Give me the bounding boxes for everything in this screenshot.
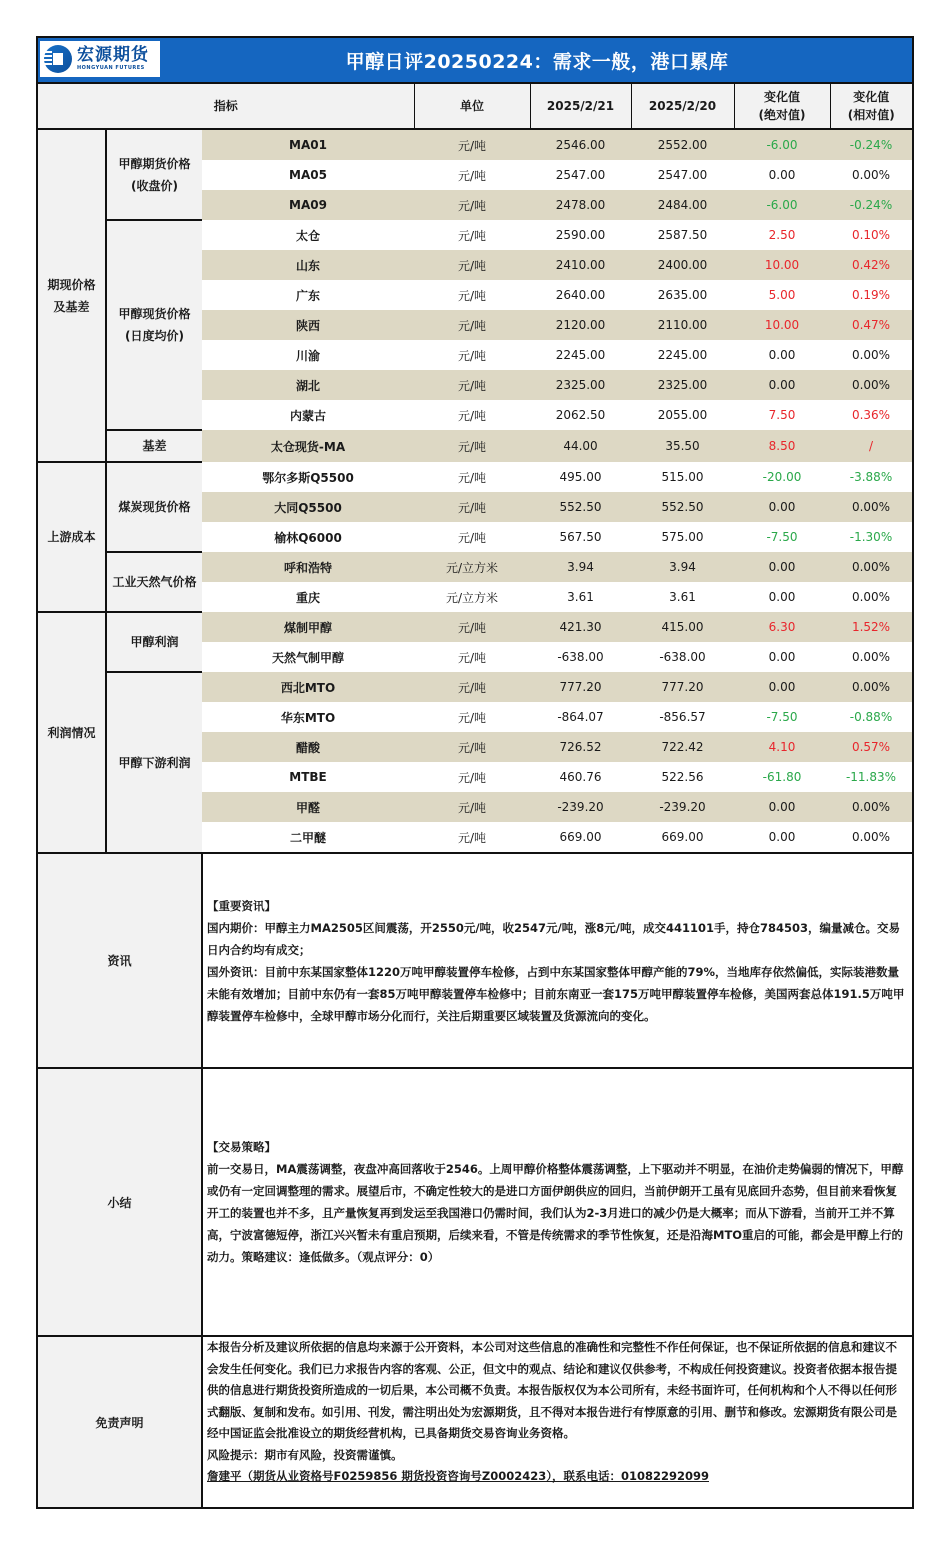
abs-change: 0.00 bbox=[734, 492, 830, 522]
unit-cell: 元/吨 bbox=[414, 220, 530, 250]
header-abs-change: 变化值 (绝对值) bbox=[734, 84, 830, 129]
indicator-name: MA05 bbox=[202, 160, 414, 190]
header-unit: 单位 bbox=[414, 84, 530, 129]
value-date2: 552.50 bbox=[631, 492, 734, 522]
unit-cell: 元/吨 bbox=[414, 702, 530, 732]
indicator-name: 呼和浩特 bbox=[202, 552, 414, 582]
header-date1: 2025/2/21 bbox=[530, 84, 631, 129]
logo-en-text: HONGYUAN FUTURES bbox=[77, 65, 145, 71]
rel-change: 0.00% bbox=[830, 340, 912, 370]
value-date1: -864.07 bbox=[530, 702, 631, 732]
analyst-contact: 詹建平（期货从业资格号F0259856 期货投资咨询号Z0002423），联系电话：01082292099 bbox=[207, 1469, 709, 1483]
indicator-name: 陕西 bbox=[202, 310, 414, 340]
summary-body bbox=[202, 1068, 912, 1336]
table-row bbox=[38, 552, 912, 582]
abs-change: 0.00 bbox=[734, 672, 830, 702]
value-date1: 669.00 bbox=[530, 822, 631, 852]
abs-change: 7.50 bbox=[734, 400, 830, 430]
value-date2: -239.20 bbox=[631, 792, 734, 822]
value-date2: 515.00 bbox=[631, 462, 734, 492]
unit-cell: 元/吨 bbox=[414, 430, 530, 462]
indicator-name: 太仓 bbox=[202, 220, 414, 250]
value-date1: 3.61 bbox=[530, 582, 631, 612]
rel-change: 0.00% bbox=[830, 552, 912, 582]
unit-cell: 元/吨 bbox=[414, 732, 530, 762]
rel-change: -0.24% bbox=[830, 190, 912, 220]
rel-change: -0.88% bbox=[830, 702, 912, 732]
abs-change: 0.00 bbox=[734, 370, 830, 400]
indicator-name: 华东MTO bbox=[202, 702, 414, 732]
table-row bbox=[38, 220, 912, 250]
abs-change: 5.00 bbox=[734, 280, 830, 310]
value-date1: 2478.00 bbox=[530, 190, 631, 220]
rel-change: 0.00% bbox=[830, 822, 912, 852]
value-date2: 522.56 bbox=[631, 762, 734, 792]
table-row bbox=[38, 129, 912, 160]
value-date2: 3.61 bbox=[631, 582, 734, 612]
indicator-name: 太仓现货-MA bbox=[202, 430, 414, 462]
value-date2: 2110.00 bbox=[631, 310, 734, 340]
value-date2: 722.42 bbox=[631, 732, 734, 762]
rel-change: 0.00% bbox=[830, 370, 912, 400]
value-date2: 669.00 bbox=[631, 822, 734, 852]
abs-change: 2.50 bbox=[734, 220, 830, 250]
subgroup-label: 煤炭现货价格 bbox=[106, 462, 202, 552]
indicator-name: 大同Q5500 bbox=[202, 492, 414, 522]
rel-change: 0.00% bbox=[830, 160, 912, 190]
company-logo bbox=[40, 41, 160, 77]
value-date1: 44.00 bbox=[530, 430, 631, 462]
rel-change: 0.00% bbox=[830, 792, 912, 822]
summary-section bbox=[38, 1068, 912, 1336]
value-date1: 3.94 bbox=[530, 552, 631, 582]
news-body bbox=[202, 853, 912, 1068]
table-row bbox=[38, 430, 912, 462]
abs-change: 8.50 bbox=[734, 430, 830, 462]
logo-icon bbox=[44, 45, 72, 73]
group-label: 上游成本 bbox=[38, 462, 106, 612]
unit-cell: 元/立方米 bbox=[414, 582, 530, 612]
abs-change: -6.00 bbox=[734, 190, 830, 220]
unit-cell: 元/吨 bbox=[414, 250, 530, 280]
unit-cell: 元/吨 bbox=[414, 280, 530, 310]
group-label: 利润情况 bbox=[38, 612, 106, 852]
abs-change: 0.00 bbox=[734, 822, 830, 852]
value-date2: 575.00 bbox=[631, 522, 734, 552]
value-date2: 2400.00 bbox=[631, 250, 734, 280]
value-date1: 2590.00 bbox=[530, 220, 631, 250]
indicator-name: MA01 bbox=[202, 129, 414, 160]
indicator-name: 甲醛 bbox=[202, 792, 414, 822]
value-date1: 2547.00 bbox=[530, 160, 631, 190]
value-date2: 2245.00 bbox=[631, 340, 734, 370]
value-date1: 2062.50 bbox=[530, 400, 631, 430]
unit-cell: 元/立方米 bbox=[414, 552, 530, 582]
unit-cell: 元/吨 bbox=[414, 129, 530, 160]
value-date1: 726.52 bbox=[530, 732, 631, 762]
table-row bbox=[38, 612, 912, 642]
value-date1: 777.20 bbox=[530, 672, 631, 702]
abs-change: 6.30 bbox=[734, 612, 830, 642]
summary-label: 小结 bbox=[38, 1068, 202, 1336]
rel-change: 0.42% bbox=[830, 250, 912, 280]
table-header-row bbox=[38, 84, 912, 129]
value-date1: 567.50 bbox=[530, 522, 631, 552]
value-date2: 2587.50 bbox=[631, 220, 734, 250]
abs-change: -20.00 bbox=[734, 462, 830, 492]
summary-heading: 【交易策略】 bbox=[207, 1140, 276, 1154]
report-sheet bbox=[36, 36, 914, 1509]
unit-cell: 元/吨 bbox=[414, 400, 530, 430]
indicator-name: 重庆 bbox=[202, 582, 414, 612]
value-date1: 2245.00 bbox=[530, 340, 631, 370]
indicator-name: 煤制甲醇 bbox=[202, 612, 414, 642]
unit-cell: 元/吨 bbox=[414, 522, 530, 552]
value-date1: 2410.00 bbox=[530, 250, 631, 280]
value-date2: 35.50 bbox=[631, 430, 734, 462]
indicator-name: MTBE bbox=[202, 762, 414, 792]
indicator-name: 山东 bbox=[202, 250, 414, 280]
indicator-name: 广东 bbox=[202, 280, 414, 310]
rel-change: -0.24% bbox=[830, 129, 912, 160]
abs-change: -61.80 bbox=[734, 762, 830, 792]
subgroup-label: 工业天然气价格 bbox=[106, 552, 202, 612]
rel-change: 0.10% bbox=[830, 220, 912, 250]
indicator-name: 川渝 bbox=[202, 340, 414, 370]
subgroup-label: 基差 bbox=[106, 430, 202, 462]
rel-change: -1.30% bbox=[830, 522, 912, 552]
text-sections bbox=[38, 852, 912, 1507]
disclaimer-body bbox=[202, 1336, 912, 1507]
indicator-name: 内蒙古 bbox=[202, 400, 414, 430]
value-date1: 2546.00 bbox=[530, 129, 631, 160]
rel-change: 0.47% bbox=[830, 310, 912, 340]
rel-change: 0.00% bbox=[830, 642, 912, 672]
disclaimer-label: 免责声明 bbox=[38, 1336, 202, 1507]
abs-change: 0.00 bbox=[734, 552, 830, 582]
rel-change: 0.00% bbox=[830, 672, 912, 702]
abs-change: -6.00 bbox=[734, 129, 830, 160]
summary-text: 前一交易日，MA震荡调整，夜盘冲高回落收于2546。上周甲醇价格整体震荡调整，上下驱动并不明显，在油价走势偏弱的情况下，甲醇或仍有一定回调整理的需求。展望后市，不确定性较大的是进口方面伊朗供应的回归，当前伊朗开工虽有见底回升态势，但目前来看恢复开工的装置也并不多，且产量恢复再到发运至我国港口仍需时间，我们认为2-3月进口的减少仍是大概率；而从下游看，当前开工并不算高，宁波富德短停，浙江兴兴暂未有重启预期，后续来看，不管是传统需求的季节性恢复，还是沿海MTO重启的可能，都会是甲醇上行的动力。策略建议：逢低做多。（观点评分：0） bbox=[207, 1162, 904, 1264]
unit-cell: 元/吨 bbox=[414, 672, 530, 702]
unit-cell: 元/吨 bbox=[414, 310, 530, 340]
abs-change: 10.00 bbox=[734, 310, 830, 340]
rel-change: 0.00% bbox=[830, 492, 912, 522]
unit-cell: 元/吨 bbox=[414, 462, 530, 492]
rel-change: / bbox=[830, 430, 912, 462]
rel-change: 1.52% bbox=[830, 612, 912, 642]
value-date2: 2552.00 bbox=[631, 129, 734, 160]
rel-change: -3.88% bbox=[830, 462, 912, 492]
unit-cell: 元/吨 bbox=[414, 792, 530, 822]
value-date2: 777.20 bbox=[631, 672, 734, 702]
value-date1: -638.00 bbox=[530, 642, 631, 672]
value-date2: 3.94 bbox=[631, 552, 734, 582]
group-label: 期现价格 及基差 bbox=[38, 129, 106, 462]
rel-change: 0.00% bbox=[830, 582, 912, 612]
abs-change: -7.50 bbox=[734, 522, 830, 552]
news-overseas: 国外资讯：目前中东某国家整体1220万吨甲醇装置停车检修，占到中东某国家整体甲醇产能的79%，当地库存依然偏低，实际装港数量未能有效增加；目前中东仍有一套85万吨甲醇装置停车检修中；目前东南亚一套175万吨甲醇装置停车检修，美国两套总体191.5万吨甲醇装置停车检修中，全球甲醇市场分化而行，关注后期重要区域装置及货源流向的变化。 bbox=[207, 964, 905, 1023]
subgroup-label: 甲醇下游利润 bbox=[106, 672, 202, 852]
rel-change: 0.19% bbox=[830, 280, 912, 310]
abs-change: 4.10 bbox=[734, 732, 830, 762]
news-heading: 【重要资讯】 bbox=[207, 898, 276, 913]
header-rel-change: 变化值 (相对值) bbox=[830, 84, 912, 129]
indicator-name: 湖北 bbox=[202, 370, 414, 400]
rel-change: -11.83% bbox=[830, 762, 912, 792]
indicator-name: 二甲醚 bbox=[202, 822, 414, 852]
value-date1: 552.50 bbox=[530, 492, 631, 522]
subgroup-label: 甲醇利润 bbox=[106, 612, 202, 672]
rel-change: 0.57% bbox=[830, 732, 912, 762]
value-date1: -239.20 bbox=[530, 792, 631, 822]
table-row bbox=[38, 462, 912, 492]
unit-cell: 元/吨 bbox=[414, 160, 530, 190]
unit-cell: 元/吨 bbox=[414, 190, 530, 220]
abs-change: 0.00 bbox=[734, 340, 830, 370]
news-section bbox=[38, 853, 912, 1068]
value-date2: 2484.00 bbox=[631, 190, 734, 220]
indicator-name: MA09 bbox=[202, 190, 414, 220]
value-date1: 495.00 bbox=[530, 462, 631, 492]
abs-change: 0.00 bbox=[734, 642, 830, 672]
abs-change: -7.50 bbox=[734, 702, 830, 732]
indicator-name: 天然气制甲醇 bbox=[202, 642, 414, 672]
rel-change: 0.36% bbox=[830, 400, 912, 430]
unit-cell: 元/吨 bbox=[414, 340, 530, 370]
value-date2: 415.00 bbox=[631, 612, 734, 642]
risk-notice: 风险提示：期市有风险，投资需谨慎。 bbox=[207, 1447, 403, 1462]
indicator-name: 鄂尔多斯Q5500 bbox=[202, 462, 414, 492]
news-label: 资讯 bbox=[38, 853, 202, 1068]
unit-cell: 元/吨 bbox=[414, 762, 530, 792]
header-date2: 2025/2/20 bbox=[631, 84, 734, 129]
unit-cell: 元/吨 bbox=[414, 822, 530, 852]
subgroup-label: 甲醇期货价格 (收盘价) bbox=[106, 129, 202, 220]
value-date1: 2640.00 bbox=[530, 280, 631, 310]
value-date2: 2325.00 bbox=[631, 370, 734, 400]
value-date1: 460.76 bbox=[530, 762, 631, 792]
title-bar bbox=[38, 38, 912, 84]
value-date2: -856.57 bbox=[631, 702, 734, 732]
abs-change: 0.00 bbox=[734, 160, 830, 190]
value-date2: 2547.00 bbox=[631, 160, 734, 190]
indicator-name: 西北MTO bbox=[202, 672, 414, 702]
subgroup-label: 甲醇现货价格 (日度均价) bbox=[106, 220, 202, 430]
value-date1: 421.30 bbox=[530, 612, 631, 642]
header-indicator: 指标 bbox=[38, 84, 414, 129]
value-date1: 2120.00 bbox=[530, 310, 631, 340]
news-domestic: 国内期价：甲醇主力MA2505区间震荡，开2550元/吨，收2547元/吨，涨8元/吨，成交441101手，持仓784503，编量减仓。交易日内合约均有成交； bbox=[207, 920, 900, 957]
unit-cell: 元/吨 bbox=[414, 612, 530, 642]
value-date2: 2635.00 bbox=[631, 280, 734, 310]
unit-cell: 元/吨 bbox=[414, 642, 530, 672]
abs-change: 10.00 bbox=[734, 250, 830, 280]
abs-change: 0.00 bbox=[734, 582, 830, 612]
value-date1: 2325.00 bbox=[530, 370, 631, 400]
indicator-table bbox=[38, 84, 912, 852]
logo-cn-text: 宏源期货 bbox=[77, 45, 149, 65]
value-date2: 2055.00 bbox=[631, 400, 734, 430]
indicator-name: 醋酸 bbox=[202, 732, 414, 762]
disclaimer-text: 本报告分析及建议所依据的信息均来源于公开资料，本公司对这些信息的准确性和完整性不作任何保证，也不保证所依据的信息和建议不会发生任何变化。我们已力求报告内容的客观、公正，但文中的观点、结论和建议仅供参考，不构成任何投资建议。投资者依据本报告提供的信息进行期货投资所造成的一切后果，本公司概不负责。本报告版权仅为本公司所有，未经书面许可，任何机构和个人不得以任何形式翻版、复制和发布。如引用、刊发，需注明出处为宏源期货，且不得对本报告进行有悖原意的引用、删节和修改。宏源期货有限公司是经中国证监会批准设立的期货经营机构，已具备期货交易咨询业务资格。 bbox=[207, 1340, 897, 1440]
unit-cell: 元/吨 bbox=[414, 492, 530, 522]
report-title: 甲醇日评20250224：需求一般，港口累库 bbox=[345, 50, 729, 73]
disclaimer-section bbox=[38, 1336, 912, 1507]
unit-cell: 元/吨 bbox=[414, 370, 530, 400]
abs-change: 0.00 bbox=[734, 792, 830, 822]
value-date2: -638.00 bbox=[631, 642, 734, 672]
indicator-name: 榆林Q6000 bbox=[202, 522, 414, 552]
table-row bbox=[38, 672, 912, 702]
